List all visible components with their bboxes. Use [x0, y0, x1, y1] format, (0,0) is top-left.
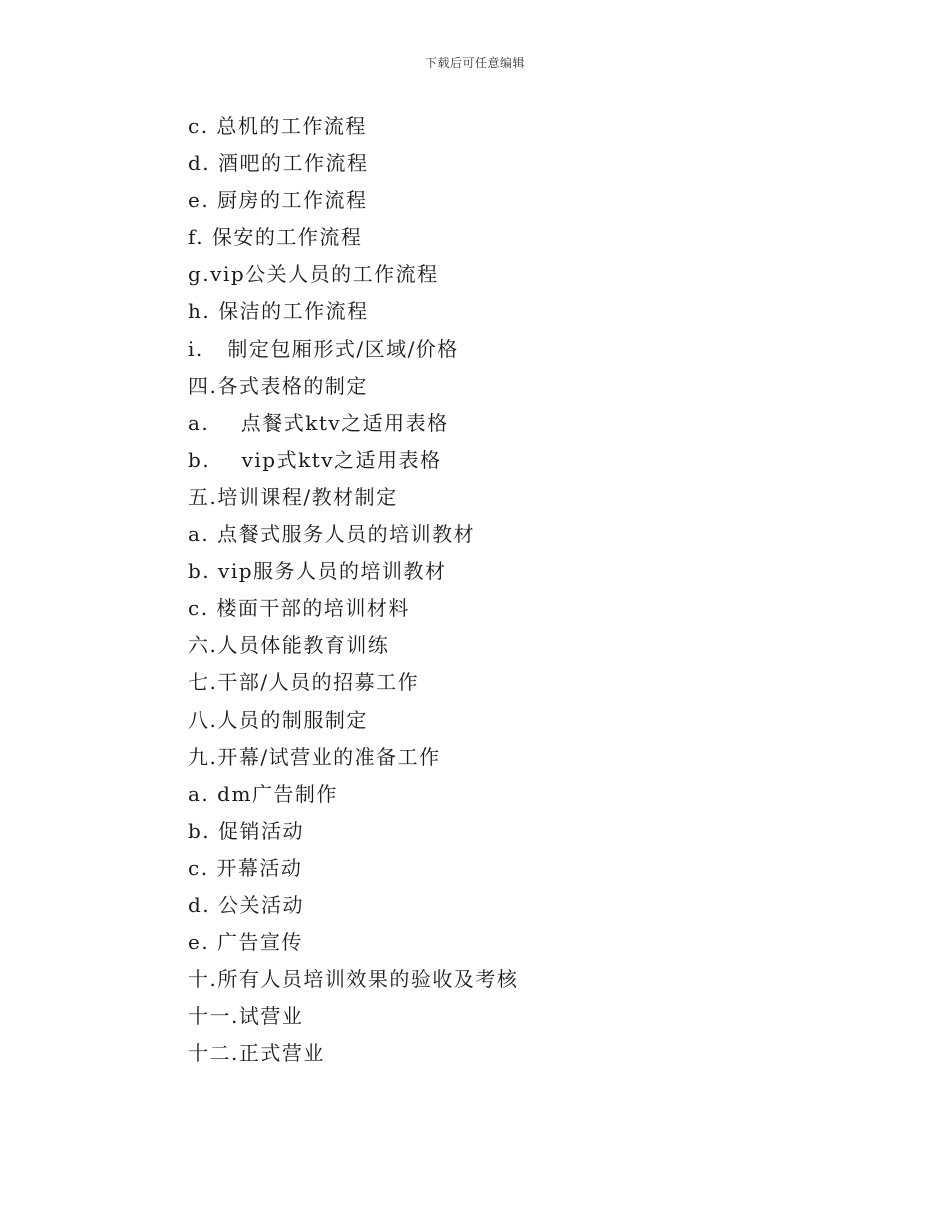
page-header: 下载后可任意编辑: [424, 56, 525, 70]
list-item: d. 酒吧的工作流程: [188, 151, 369, 176]
section-heading: 九.开幕/试营业的准备工作: [188, 744, 441, 769]
list-item: c. 开幕活动: [188, 855, 303, 880]
list-item: b. vip式ktv之适用表格: [188, 447, 442, 472]
list-item: d. 公关活动: [188, 892, 305, 917]
section-heading: 八.人员的制服制定: [188, 707, 368, 732]
list-item: b. vip服务人员的培训教材: [188, 559, 447, 584]
list-item: e. 厨房的工作流程: [188, 188, 368, 213]
section-heading: 十.所有人员培训效果的验收及考核: [188, 967, 519, 992]
document-body: [188, 108, 808, 1072]
list-item: i. 制定包厢形式/区域/价格: [188, 336, 459, 361]
list-item: c. 楼面干部的培训材料: [188, 596, 410, 621]
list-item: a. 点餐式服务人员的培训教材: [188, 522, 476, 547]
section-heading: 七.干部/人员的招募工作: [188, 670, 420, 695]
list-item: a. dm广告制作: [188, 781, 338, 806]
list-item: a. 点餐式ktv之适用表格: [188, 410, 449, 435]
list-item: f. 保安的工作流程: [188, 225, 363, 250]
section-heading: 十一.试营业: [188, 1004, 304, 1029]
list-item: c. 总机的工作流程: [188, 114, 367, 138]
list-item: h. 保洁的工作流程: [188, 299, 369, 324]
list-item: b. 促销活动: [188, 818, 305, 843]
section-heading: 四.各式表格的制定: [188, 373, 368, 398]
section-heading: 十二.正式营业: [188, 1041, 325, 1066]
section-heading: 六.人员体能教育训练: [188, 633, 390, 658]
list-item: g.vip公关人员的工作流程: [188, 262, 439, 287]
list-item: e. 广告宣传: [188, 930, 304, 955]
section-heading: 五.培训课程/教材制定: [188, 484, 398, 509]
